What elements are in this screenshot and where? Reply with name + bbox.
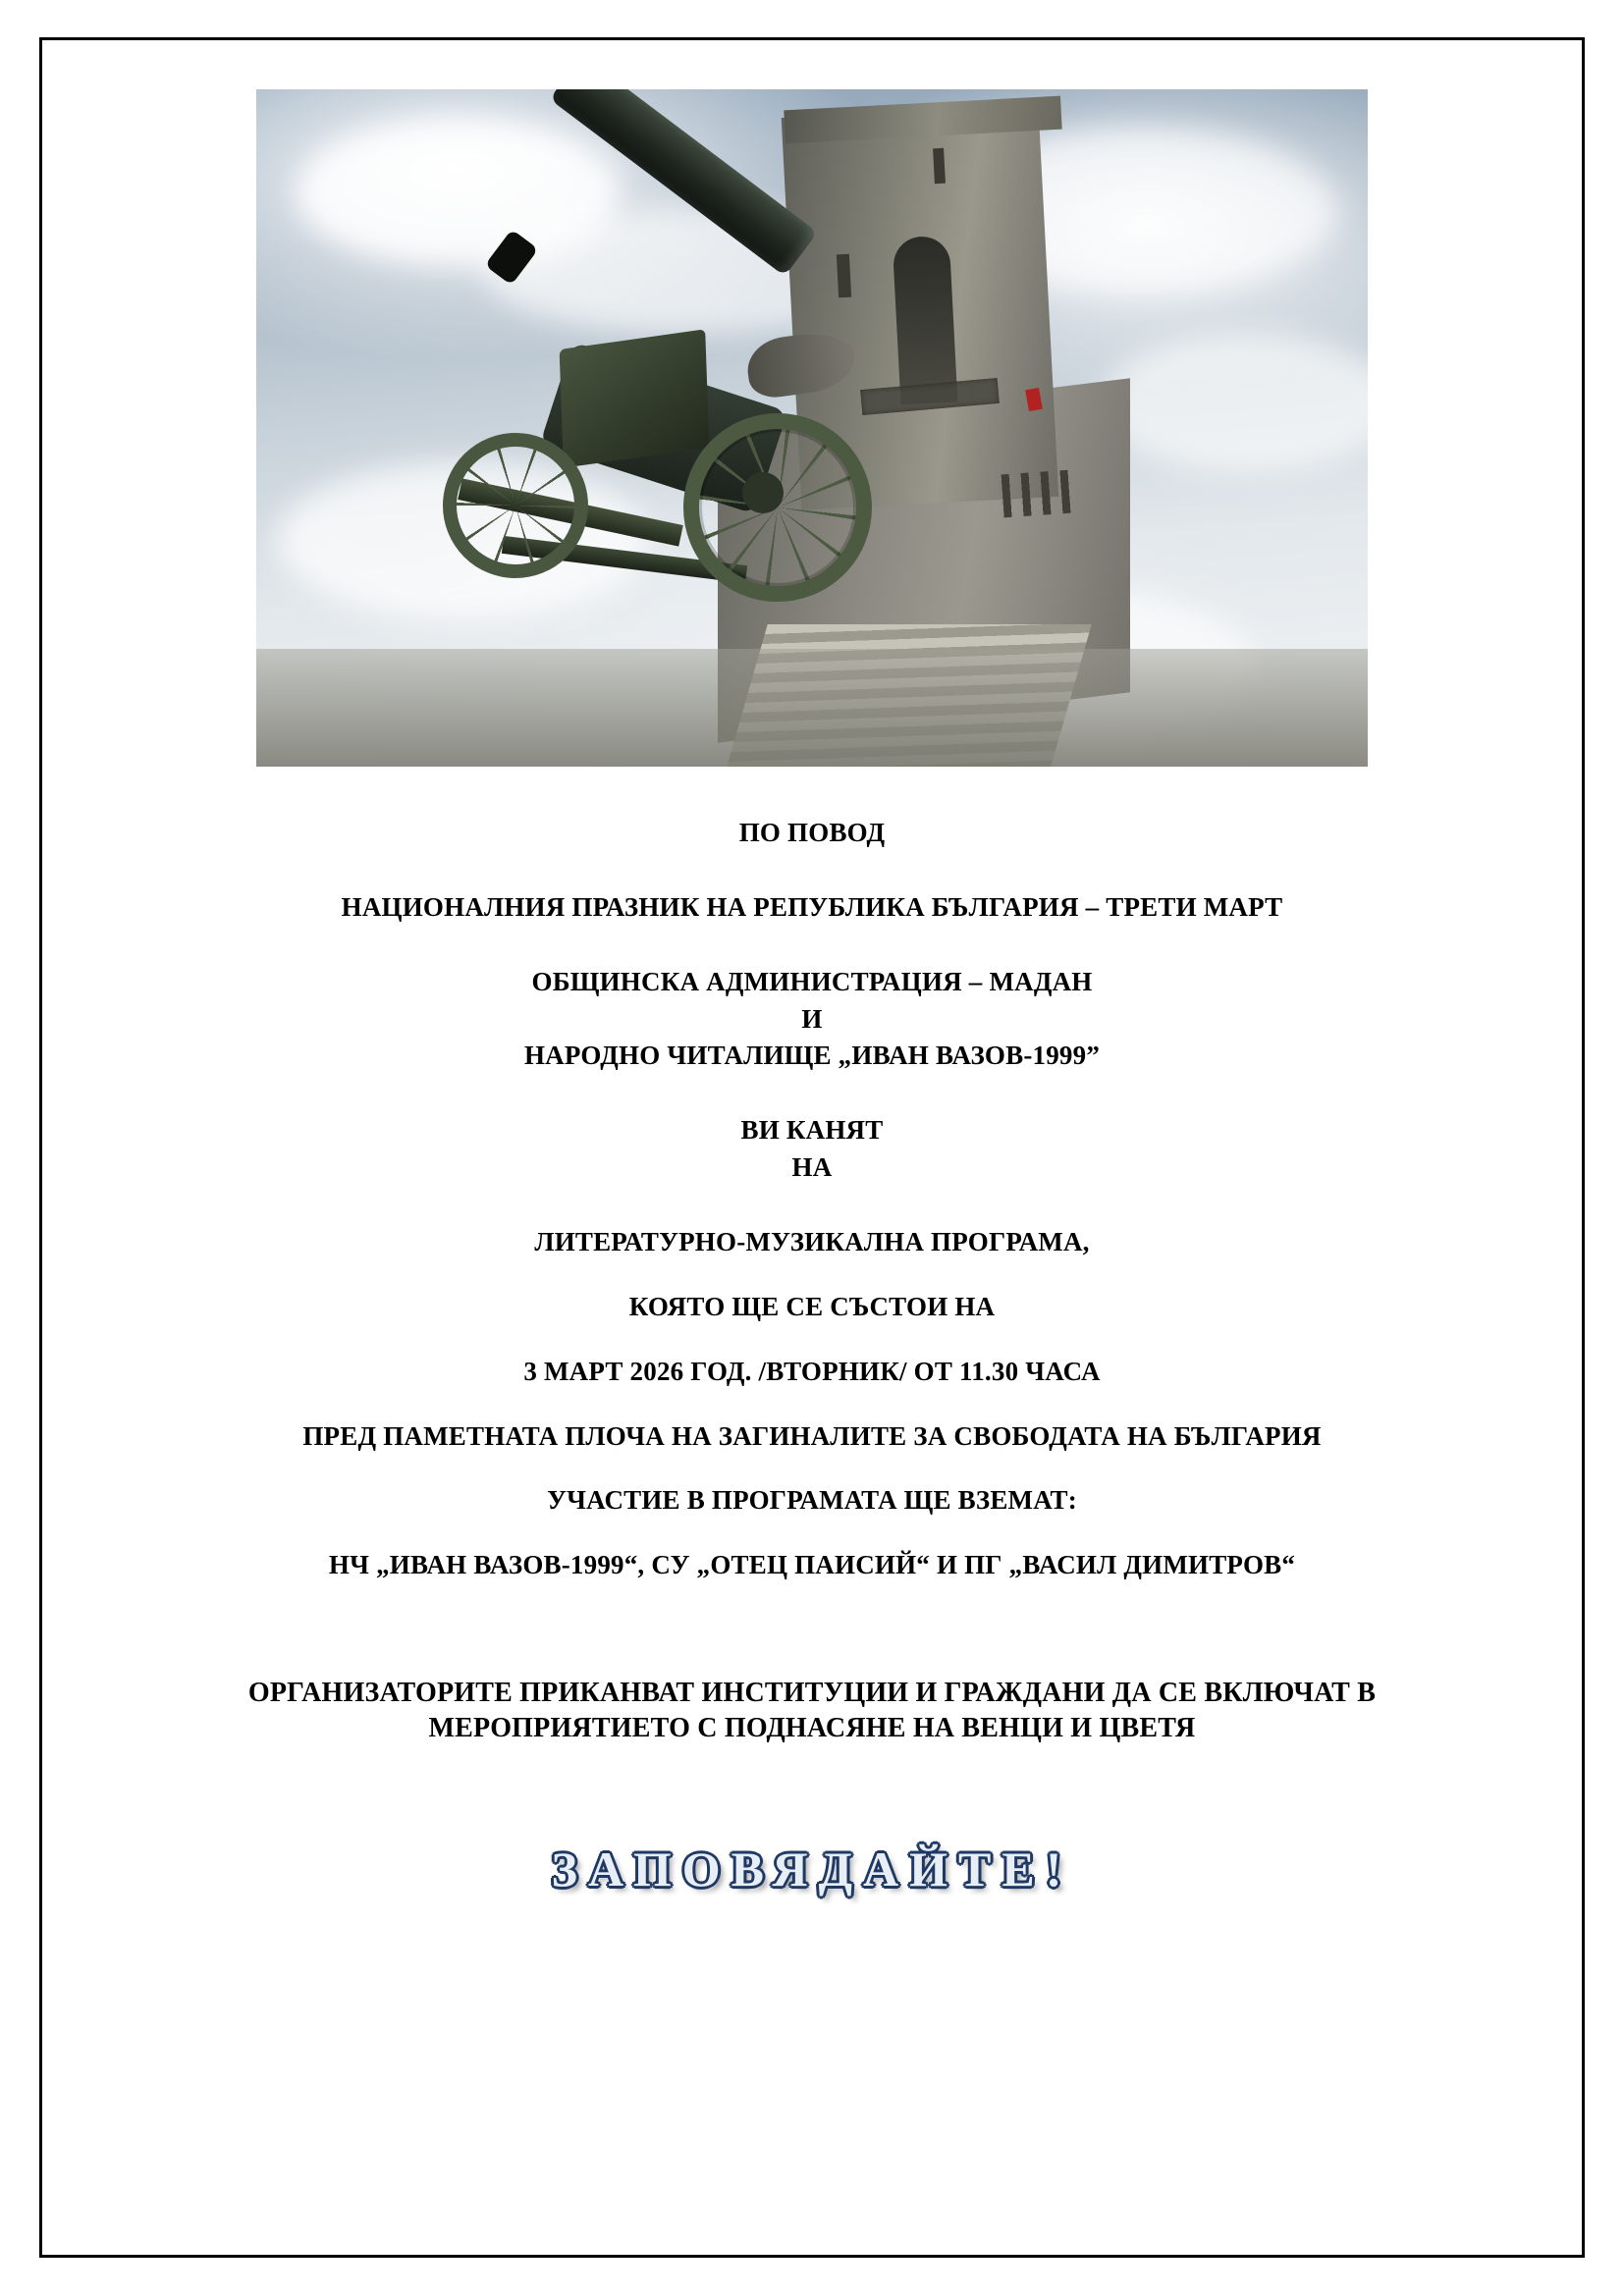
organizer-secondary-line: НАРОДНО ЧИТАЛИЩЕ „ИВАН ВАЗОВ-1999” bbox=[523, 1041, 1101, 1071]
poster-text-block bbox=[96, 818, 1528, 1897]
photo-canvas bbox=[256, 89, 1368, 767]
organizer-primary-line: ОБЩИНСКА АДМИНИСТРАЦИЯ – МАДАН bbox=[531, 966, 1093, 996]
invitation-line: ВИ КАНЯТ bbox=[740, 1115, 884, 1146]
cannon-shield bbox=[560, 329, 710, 467]
ground-foreground bbox=[256, 649, 1368, 767]
place-line: ПРЕД ПАМЕТНАТА ПЛОЧА НА ЗАГИНАЛИТЕ ЗА СВОБОДАТА НА БЪЛГАРИЯ bbox=[302, 1420, 1322, 1451]
call-to-action-line-2: МЕРОПРИЯТИЕТО С ПОДНАСЯНЕ НА ВЕНЦИ И ЦВЕТЯ bbox=[428, 1713, 1196, 1743]
occasion-line: ПО ПОВОД bbox=[738, 818, 886, 847]
cannon-wheel-hub bbox=[742, 472, 784, 513]
poster-page bbox=[39, 37, 1585, 2258]
participants-line: НЧ „ИВАН ВАЗОВ-1999“, СУ „ОТЕЦ ПАИСИЙ“ И ПГ „ВАСИЛ ДИМИТРОВ“ bbox=[328, 1550, 1296, 1580]
preposition-line: НА bbox=[791, 1152, 833, 1183]
which-will-be-held-line: КОЯТО ЩЕ СЕ СЪСТОИ НА bbox=[628, 1291, 996, 1321]
program-title-line: ЛИТЕРАТУРНО-МУЗИКАЛНА ПРОГРАМА, bbox=[534, 1227, 1090, 1257]
monument-window-slit bbox=[837, 254, 851, 298]
participants-label-line: УЧАСТИЕ В ПРОГРАМАТА ЩЕ ВЗЕМАТ: bbox=[547, 1485, 1077, 1516]
poster-content-area bbox=[42, 40, 1582, 2255]
monument-window-slit bbox=[933, 148, 946, 185]
cannon-wheel-front bbox=[683, 413, 872, 602]
monument-arch-opening bbox=[893, 236, 958, 405]
datetime-line: 3 МАРТ 2026 ГОД. /ВТОРНИК/ ОТ 11.30 ЧАСА bbox=[523, 1356, 1101, 1386]
monument-vent-grille bbox=[1001, 470, 1073, 518]
shipka-monument-and-cannon-photo bbox=[256, 89, 1368, 767]
conjunction-line: И bbox=[801, 1003, 823, 1034]
cannon-wheel-rear bbox=[443, 433, 588, 578]
holiday-line: НАЦИОНАЛНИЯ ПРАЗНИК НА РЕПУБЛИКА БЪЛГАРИЯ – ТРЕТИ МАРТ bbox=[341, 891, 1283, 922]
closing-welcome-line: ЗАПОВЯДАЙТЕ! bbox=[551, 1841, 1073, 1896]
call-to-action-line-1: ОРГАНИЗАТОРИТЕ ПРИКАНВАТ ИНСТИТУЦИИ И ГРАЖДАНИ ДА СЕ ВКЛЮЧАТ В bbox=[247, 1678, 1377, 1709]
